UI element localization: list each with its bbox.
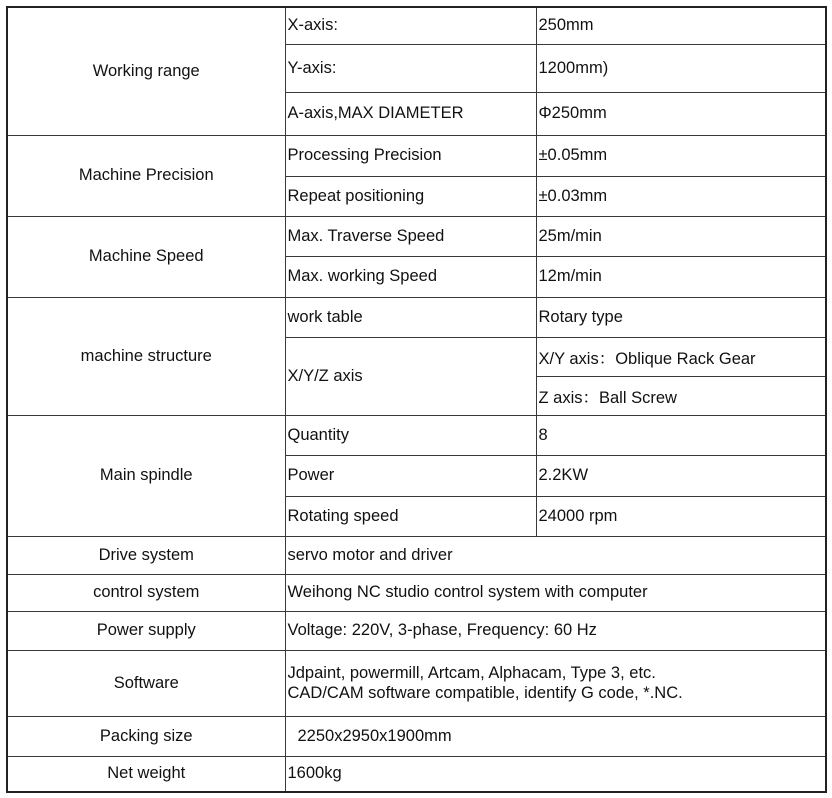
category-machine-precision: Machine Precision: [7, 135, 285, 216]
table-row: [7, 415, 826, 455]
param-quantity: Quantity: [285, 415, 536, 455]
value-z-axis: Z axis：Ball Screw: [536, 376, 826, 415]
param-rotating-speed: Rotating speed: [285, 496, 536, 536]
param-work-table: work table: [285, 297, 536, 337]
value-y-axis: 1200mm): [536, 44, 826, 92]
value-power: 2.2KW: [536, 455, 826, 496]
category-net-weight: Net weight: [7, 756, 285, 792]
value-work-table: Rotary type: [536, 297, 826, 337]
value-rotating-speed: 24000 rpm: [536, 496, 826, 536]
software-line-1: Jdpaint, powermill, Artcam, Alphacam, Type 3, etc.: [287, 664, 656, 682]
value-power-supply: Voltage: 220V, 3-phase, Frequency: 60 Hz: [285, 611, 826, 650]
table-row: [7, 135, 826, 176]
value-control-system: Weihong NC studio control system with computer: [285, 574, 826, 611]
table-row: [7, 650, 826, 716]
param-power: Power: [285, 455, 536, 496]
specification-table: [6, 6, 827, 793]
param-xyz-axis: X/Y/Z axis: [285, 337, 536, 415]
value-packing-size: 2250x2950x1900mm: [285, 716, 826, 756]
category-machine-structure: machine structure: [7, 297, 285, 415]
category-main-spindle: Main spindle: [7, 415, 285, 536]
value-quantity: 8: [536, 415, 826, 455]
param-max-working-speed: Max. working Speed: [285, 256, 536, 297]
category-packing-size: Packing size: [7, 716, 285, 756]
table-row: [7, 297, 826, 337]
category-working-range: Working range: [7, 7, 285, 135]
param-repeat-positioning: Repeat positioning: [285, 176, 536, 216]
value-x-axis: 250mm: [536, 7, 826, 44]
table-row: [7, 536, 826, 574]
value-a-axis-max-diameter: Φ250mm: [536, 92, 826, 135]
value-software: [285, 650, 826, 716]
value-xy-axis: X/Y axis：Oblique Rack Gear: [536, 337, 826, 376]
table-row: [7, 756, 826, 792]
category-software: Software: [7, 650, 285, 716]
category-power-supply: Power supply: [7, 611, 285, 650]
category-drive-system: Drive system: [7, 536, 285, 574]
table-row: [7, 216, 826, 256]
value-repeat-positioning: ±0.03mm: [536, 176, 826, 216]
table-row: [7, 574, 826, 611]
value-max-working-speed: 12m/min: [536, 256, 826, 297]
value-max-traverse-speed: 25m/min: [536, 216, 826, 256]
param-processing-precision: Processing Precision: [285, 135, 536, 176]
software-line-2: CAD/CAM software compatible, identify G code, *.NC.: [287, 684, 683, 702]
category-machine-speed: Machine Speed: [7, 216, 285, 297]
table-row: [7, 611, 826, 650]
category-control-system: control system: [7, 574, 285, 611]
table-row: [7, 716, 826, 756]
param-x-axis: X-axis:: [285, 7, 536, 44]
value-net-weight: 1600kg: [285, 756, 826, 792]
value-processing-precision: ±0.05mm: [536, 135, 826, 176]
param-max-traverse-speed: Max. Traverse Speed: [285, 216, 536, 256]
param-a-axis-max-diameter: A-axis,MAX DIAMETER: [285, 92, 536, 135]
param-y-axis: Y-axis:: [285, 44, 536, 92]
value-drive-system: servo motor and driver: [285, 536, 826, 574]
table-row: [7, 7, 826, 44]
